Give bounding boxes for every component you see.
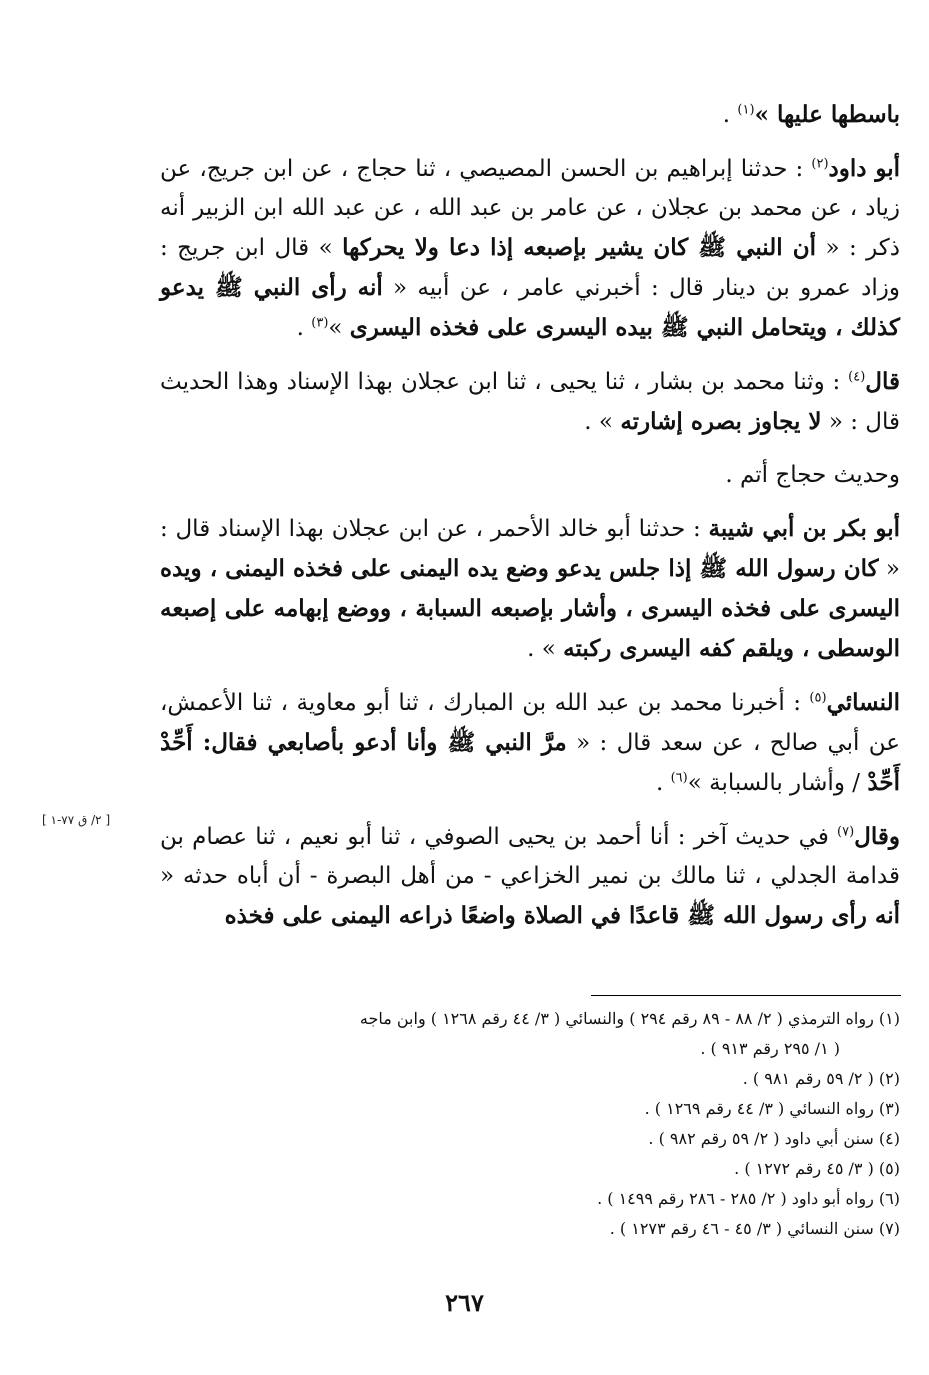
footnote-ref: (٤) (848, 369, 866, 385)
footnote-divider (591, 995, 901, 996)
paragraph (160, 683, 900, 803)
text-run: / وأشار بالسبابة » (687, 770, 868, 796)
footnote: ( ١/ ٢٩٥ رقم ٩١٣ ) . (700, 1039, 840, 1058)
footnote-ref: (٧) (837, 824, 855, 840)
text-run: وحديث حجاج أتم . (725, 462, 900, 488)
bold-text: النسائي (826, 689, 900, 716)
text-run: . (296, 315, 312, 341)
bold-text: أبو داود (828, 155, 900, 182)
footnote-ref: (٥) (809, 690, 827, 706)
footnote: (٧) سنن النسائي ( ٣/ ٤٥ - ٤٦ رقم ١٢٧٣ ) . (609, 1219, 900, 1238)
text-run: : حدثنا أبو خالد الأحمر ، عن ابن عجلان بهذا الإسناد قال : « (160, 516, 900, 582)
text-run: في حديث آخر : أنا أحمد بن يحيى الصوفي ، ثنا أبو نعيم ، ثنا عصام بن قدامة الجدلي ، ثنا مالك بن نمير الخزاعي - من أهل البصرة - أن أباه حدثه « (160, 824, 900, 889)
bold-text: أنه رأى رسول الله ﷺ قاعدًا في الصلاة واضعًا ذراعه اليمنى على فخذه (224, 902, 900, 929)
footnote-ref: (١) (737, 102, 755, 118)
text-run: . (655, 770, 671, 796)
footnote-ref: (٦) (670, 770, 688, 786)
text-run: : حدثنا إبراهيم بن الحسن المصيصي ، ثنا حجاج ، عن ابن جريج، عن زياد ، عن محمد بن عجلان ، عن عامر بن عبد الله ، عن عبد الله ابن الزبير أنه ذكر : « (160, 156, 901, 261)
main-text (160, 95, 900, 950)
paragraph (160, 149, 900, 348)
bold-text: مرَّ النبي ﷺ وأنا أدعو بأصابعي فقال: أَحِّدْ أَحِّدْ (160, 729, 900, 796)
footnote: (٥) ( ٣/ ٤٥ رقم ١٢٧٢ ) . (734, 1159, 900, 1178)
bold-text: باسطها عليها » (754, 101, 900, 128)
bold-text: أنه رأى النبي ﷺ يدعو كذلك ، ويتحامل النبي ﷺ بيده اليسرى على فخذه اليسرى (160, 274, 900, 341)
paragraph (160, 362, 900, 442)
text-run: » . (584, 409, 621, 435)
page-number: ٢٦٧ (445, 1288, 484, 1317)
bold-text: لا يجاوز بصره إشارته (620, 408, 822, 435)
footnote: (٤) سنن أبي داود ( ٢/ ٥٩ رقم ٩٨٢ ) . (648, 1129, 900, 1148)
paragraph (160, 509, 900, 669)
footnote: (٣) رواه النسائي ( ٣/ ٤٤ رقم ١٢٦٩ ) . (644, 1099, 900, 1118)
bold-text: وقال (854, 823, 900, 850)
footnote: (١) رواه الترمذي ( ٢/ ٨٨ - ٨٩ رقم ٢٩٤ ) والنسائي ( ٣/ ٤٤ رقم ١٢٦٨ ) وابن ماجه (359, 1009, 900, 1028)
footnote: (٢) ( ٢/ ٥٩ رقم ٩٨١ ) . (742, 1069, 900, 1088)
bold-text: أن النبي ﷺ كان يشير بإصبعه إذا دعا ولا يحركها (342, 234, 817, 261)
text-run: » . (527, 636, 564, 662)
text-run: : أخبرنا محمد بن عبد الله بن المبارك ، ثنا أبو معاوية ، ثنا الأعمش، عن أبي صالح ، عن سعد قال : « (160, 690, 900, 756)
footnote-ref: (٣) (311, 315, 329, 331)
bold-text: قال (865, 368, 900, 395)
bold-text: كان رسول الله ﷺ إذا جلس يدعو وضع يده اليمنى على فخذه اليمنى ، ويده اليسرى على فخذه اليسرى ، وأشار بإصبعه السبابة ، ووضع إبهامه على إصبعه الوسطى ، ويلقم كفه اليسرى ركبته (160, 555, 900, 662)
footnote: (٦) رواه أبو داود ( ٢/ ٢٨٥ - ٢٨٦ رقم ١٤٩٩ ) . (597, 1189, 900, 1208)
margin-note: [ ٢/ ق ٧٧-١ ] (42, 813, 111, 827)
paragraph (160, 817, 900, 936)
text-run: » قال ابن جريج : وزاد عمرو بن دينار قال : أخبرني عامر ، عن أبيه « (160, 235, 901, 301)
paragraph (160, 456, 900, 495)
paragraph (160, 95, 900, 135)
text-run: » (328, 315, 350, 341)
text-run: . (722, 102, 738, 128)
footnotes (160, 1004, 900, 1244)
text-run: : وثنا محمد بن بشار ، ثنا يحيى ، ثنا ابن عجلان بهذا الإسناد وهذا الحديث قال : « (160, 369, 900, 435)
bold-text: أبو بكر بن أبي شيبة (708, 515, 900, 542)
footnote-ref: (٢) (811, 156, 829, 172)
